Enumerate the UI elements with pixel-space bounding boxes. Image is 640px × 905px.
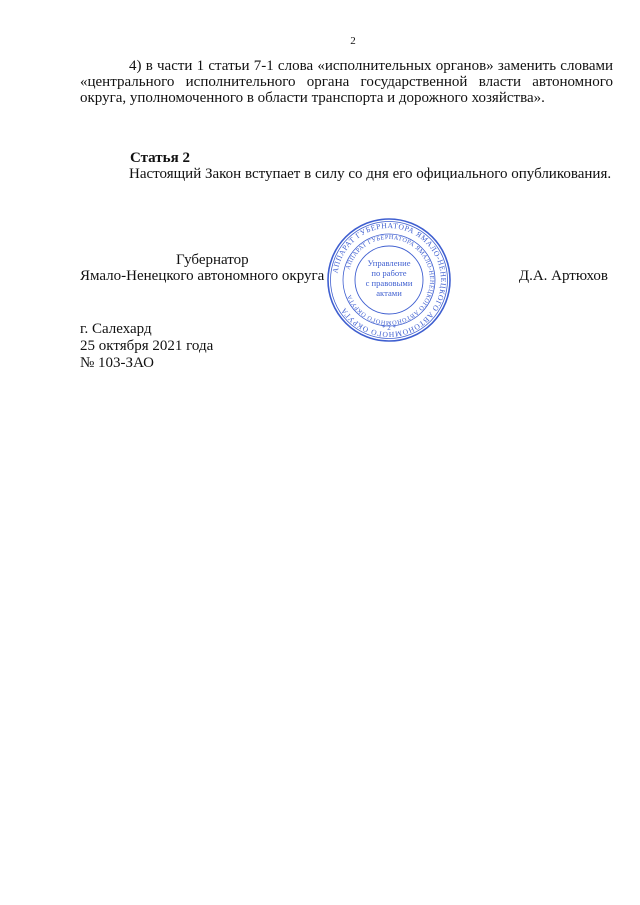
article-2-heading: Статья 2 [130,150,190,166]
stamp-center-line-1: Управление [367,258,411,268]
amendment-item-4: 4) в части 1 статьи 7-1 слова «исполнительных органов» заменить словами «центрального исполнительного органа государственной власти автономного округа, уполномоченного в области транспорта и дорожного хозяйства». [80,58,613,107]
stamp-center-line-3: с правовыми [365,278,413,288]
issuance-city: г. Салехард [80,321,152,337]
stamp-center-line-2: по работе [371,268,407,278]
article-2-text: Настоящий Закон вступает в силу со дня его официального опубликования. [129,166,612,182]
stamp-center-line-4: актами [376,288,402,298]
page-number: 2 [350,35,356,47]
official-stamp [326,217,452,343]
stamp-bottom-mark: * 2 * [382,324,396,332]
signatory-region: Ямало-Ненецкого автономного округа [80,268,325,284]
issuance-block [80,321,213,372]
law-number: № 103-ЗАО [80,355,154,371]
stamp-outer-text: АППАРАТ ГУБЕРНАТОРА ЯМАЛО-НЕНЕЦКОГО АВТОНОМНОГО ОКРУГА [330,220,449,340]
signatory-name: Д.А. Артюхов [518,268,608,284]
stamp-seal-icon [326,217,452,343]
signatory-title: Губернатор [176,252,249,268]
stamp-inner-text: АППАРАТ ГУБЕРНАТОРА ЯМАЛО-НЕНЕЦКОГО АВТОНОМНОГО ОКРУГА [344,233,436,327]
issuance-date: 25 октября 2021 года [80,338,214,354]
